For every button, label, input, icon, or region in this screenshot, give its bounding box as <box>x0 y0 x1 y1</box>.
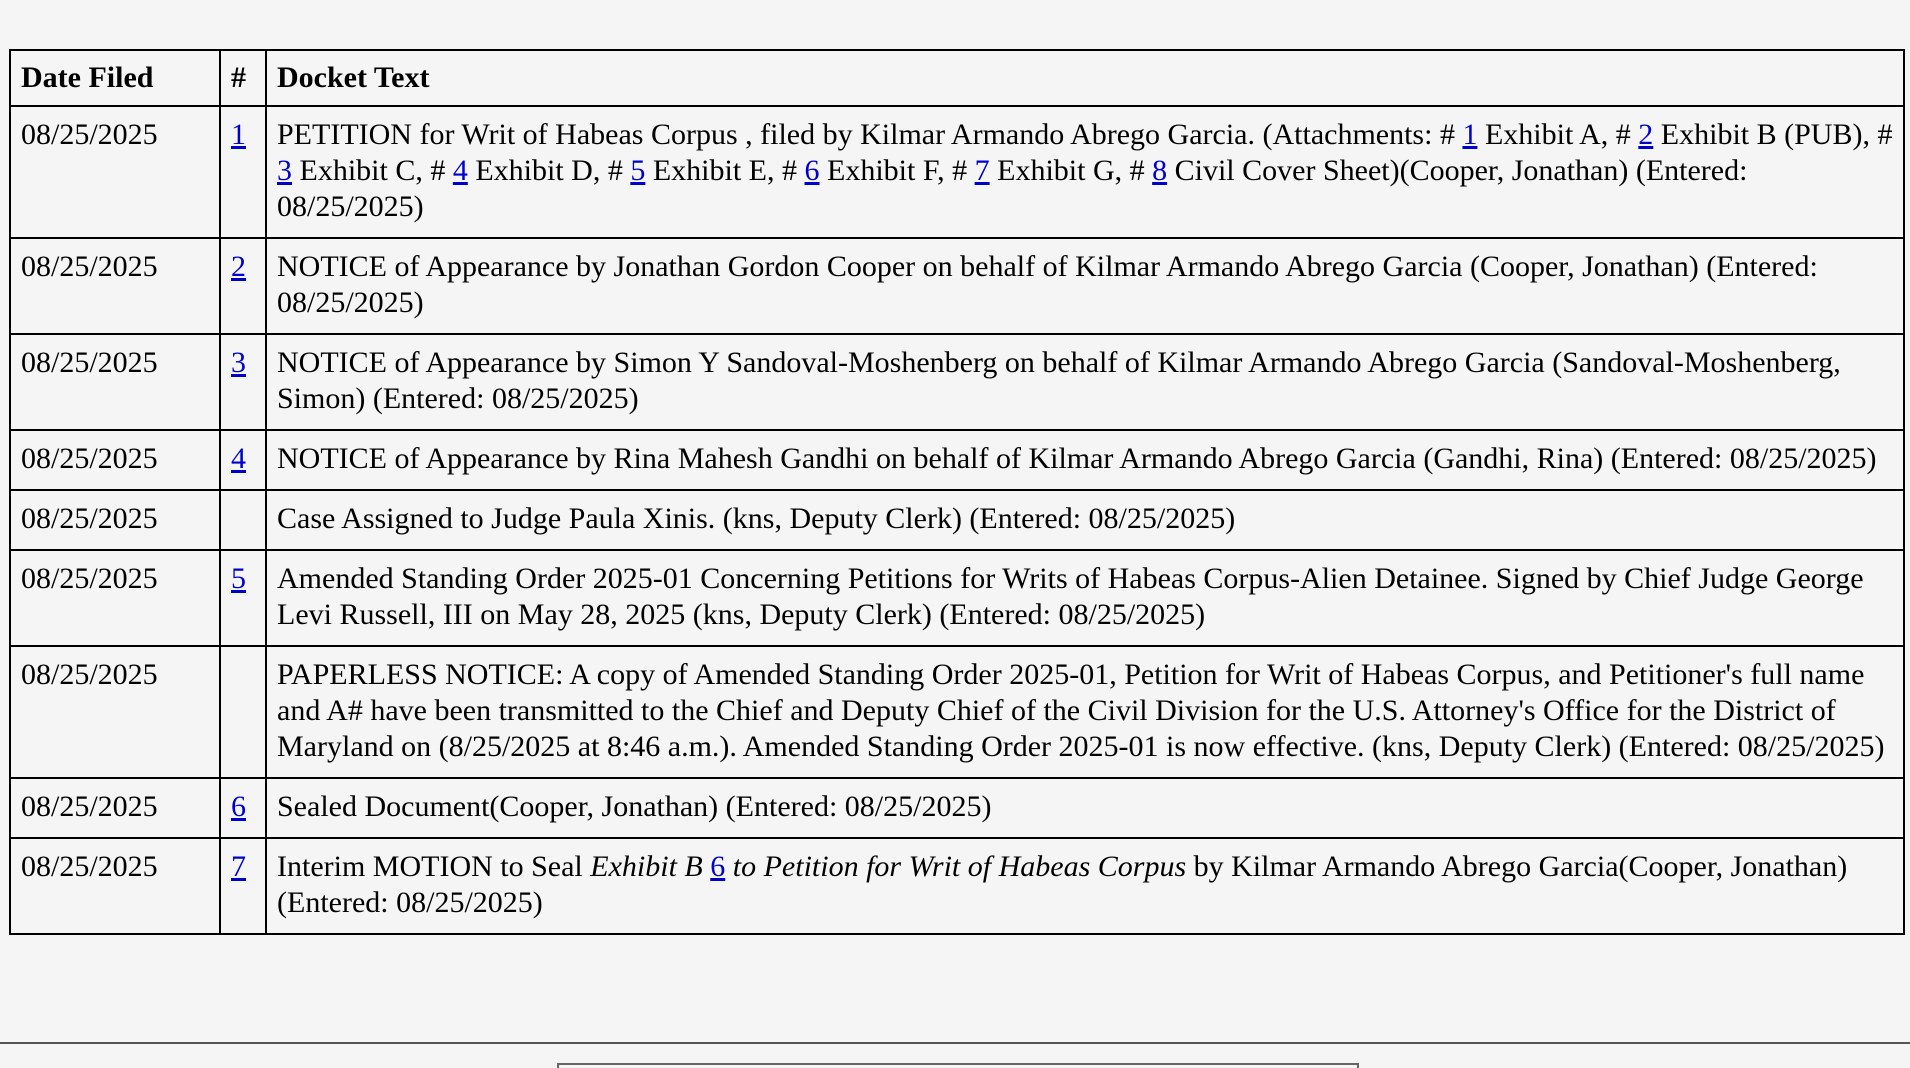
docket-text-cell <box>266 778 1904 838</box>
docket-header-row <box>10 50 1904 106</box>
docket-table <box>9 49 1905 935</box>
docket-text-italic: to Petition for Writ of Habeas Corpus <box>725 850 1187 883</box>
document-number-header: # <box>220 50 266 106</box>
docket-text: by Kilmar Armando Abrego Garcia(Cooper, Jonathan) (Entered: 08/25/2025) <box>277 850 1848 919</box>
document-number-link[interactable]: 5 <box>231 562 246 595</box>
docket-text: Civil Cover Sheet)(Cooper, Jonathan) (Entered: 08/25/2025) <box>277 154 1748 223</box>
date-filed-cell: 08/25/2025 <box>10 430 220 490</box>
footer-divider <box>0 1042 1910 1044</box>
document-number-cell <box>220 106 266 238</box>
docket-text: Exhibit C, # <box>292 154 453 187</box>
document-number-cell <box>220 646 266 778</box>
docket-entry-row <box>10 778 1904 838</box>
attachment-link[interactable]: 2 <box>1638 118 1654 151</box>
docket-text-cell <box>266 238 1904 334</box>
docket-text: Sealed Document(Cooper, Jonathan) (Entered: 08/25/2025) <box>277 790 992 823</box>
date-filed-cell: 08/25/2025 <box>10 106 220 238</box>
docket-text: PETITION for Writ of Habeas Corpus , filed by Kilmar Armando Abrego Garcia. (Attachments: # <box>277 118 1463 151</box>
document-number-cell <box>220 490 266 550</box>
docket-entry-row <box>10 838 1904 934</box>
document-number-link[interactable]: 1 <box>231 118 246 151</box>
docket-text: Amended Standing Order 2025-01 Concerning Petitions for Writs of Habeas Corpus-Alien Detainee. Signed by Chief Judge George Levi Russell, III on May 28, 2025 (kns, Deputy Clerk) (Entered: 08/25/2025) <box>277 562 1864 631</box>
docket-text-italic: Exhibit B <box>590 850 711 883</box>
date-filed-cell: 08/25/2025 <box>10 334 220 430</box>
attachment-link[interactable]: 6 <box>710 850 726 883</box>
docket-text: Exhibit F, # <box>819 154 975 187</box>
docket-text: Exhibit D, # <box>467 154 631 187</box>
date-filed-cell: 08/25/2025 <box>10 238 220 334</box>
docket-text: Case Assigned to Judge Paula Xinis. (kns, Deputy Clerk) (Entered: 08/25/2025) <box>277 502 1236 535</box>
docket-entries <box>10 106 1904 934</box>
date-filed-cell: 08/25/2025 <box>10 550 220 646</box>
attachment-link[interactable]: 3 <box>277 154 292 187</box>
docket-text: Exhibit E, # <box>645 154 805 187</box>
document-number-cell <box>220 778 266 838</box>
date-filed-cell: 08/25/2025 <box>10 646 220 778</box>
docket-entry-row <box>10 430 1904 490</box>
document-number-link[interactable]: 6 <box>231 790 246 823</box>
docket-text: NOTICE of Appearance by Simon Y Sandoval-Moshenberg on behalf of Kilmar Armando Abrego Garcia (Sandoval-Moshenberg, Simon) (Entered: 08/25/2025) <box>277 346 1841 415</box>
docket-entry-row <box>10 106 1904 238</box>
document-number-link[interactable]: 3 <box>231 346 246 379</box>
attachment-link[interactable]: 8 <box>1152 154 1168 187</box>
docket-text-cell <box>266 550 1904 646</box>
docket-entry-row <box>10 334 1904 430</box>
attachment-link[interactable]: 6 <box>804 154 820 187</box>
date-filed-cell: 08/25/2025 <box>10 838 220 934</box>
document-number-link[interactable]: 7 <box>231 850 246 883</box>
docket-entry-row <box>10 550 1904 646</box>
docket-text: PAPERLESS NOTICE: A copy of Amended Standing Order 2025-01, Petition for Writ of Habeas Corpus, and Petitioner's full name and A# have been transmitted to the Chief and Deputy Chief of the Civil Division for the U.S. Attorney's Office for the District of Maryland on (8/25/2025 at 8:46 a.m.). Amended Standing Order 2025-01 is now effective. (kns, Deputy Clerk) (Entered: 08/25/2025) <box>277 658 1885 763</box>
docket-entry-row <box>10 490 1904 550</box>
document-number-cell <box>220 838 266 934</box>
attachment-link[interactable]: 5 <box>630 154 646 187</box>
docket-entry-row <box>10 238 1904 334</box>
docket-text: Interim MOTION to Seal <box>277 850 591 883</box>
docket-entry-row <box>10 646 1904 778</box>
attachment-link[interactable]: 4 <box>452 154 468 187</box>
date-filed-cell: 08/25/2025 <box>10 778 220 838</box>
attachment-link[interactable]: 7 <box>974 154 990 187</box>
docket-text-cell <box>266 838 1904 934</box>
docket-text-cell <box>266 490 1904 550</box>
date-filed-cell: 08/25/2025 <box>10 490 220 550</box>
document-number-cell <box>220 334 266 430</box>
docket-text: NOTICE of Appearance by Jonathan Gordon Cooper on behalf of Kilmar Armando Abrego Garcia (Cooper, Jonathan) (Entered: 08/25/2025) <box>277 250 1818 319</box>
document-number-link[interactable]: 4 <box>231 442 246 475</box>
document-number-cell <box>220 238 266 334</box>
docket-text-cell <box>266 106 1904 238</box>
docket-text-cell <box>266 334 1904 430</box>
docket-text-header: Docket Text <box>266 50 1904 106</box>
docket-text-cell <box>266 646 1904 778</box>
docket-text: Exhibit G, # <box>989 154 1153 187</box>
footer-receipt-box <box>557 1063 1359 1068</box>
date-filed-header: Date Filed <box>10 50 220 106</box>
document-number-cell <box>220 550 266 646</box>
document-number-link[interactable]: 2 <box>231 250 246 283</box>
docket-text: NOTICE of Appearance by Rina Mahesh Gandhi on behalf of Kilmar Armando Abrego Garcia (Gandhi, Rina) (Entered: 08/25/2025) <box>277 442 1877 475</box>
document-number-cell <box>220 430 266 490</box>
docket-text: Exhibit A, # <box>1477 118 1639 151</box>
docket-text-cell <box>266 430 1904 490</box>
docket-text: Exhibit B (PUB), # <box>1653 118 1893 151</box>
attachment-link[interactable]: 1 <box>1462 118 1478 151</box>
